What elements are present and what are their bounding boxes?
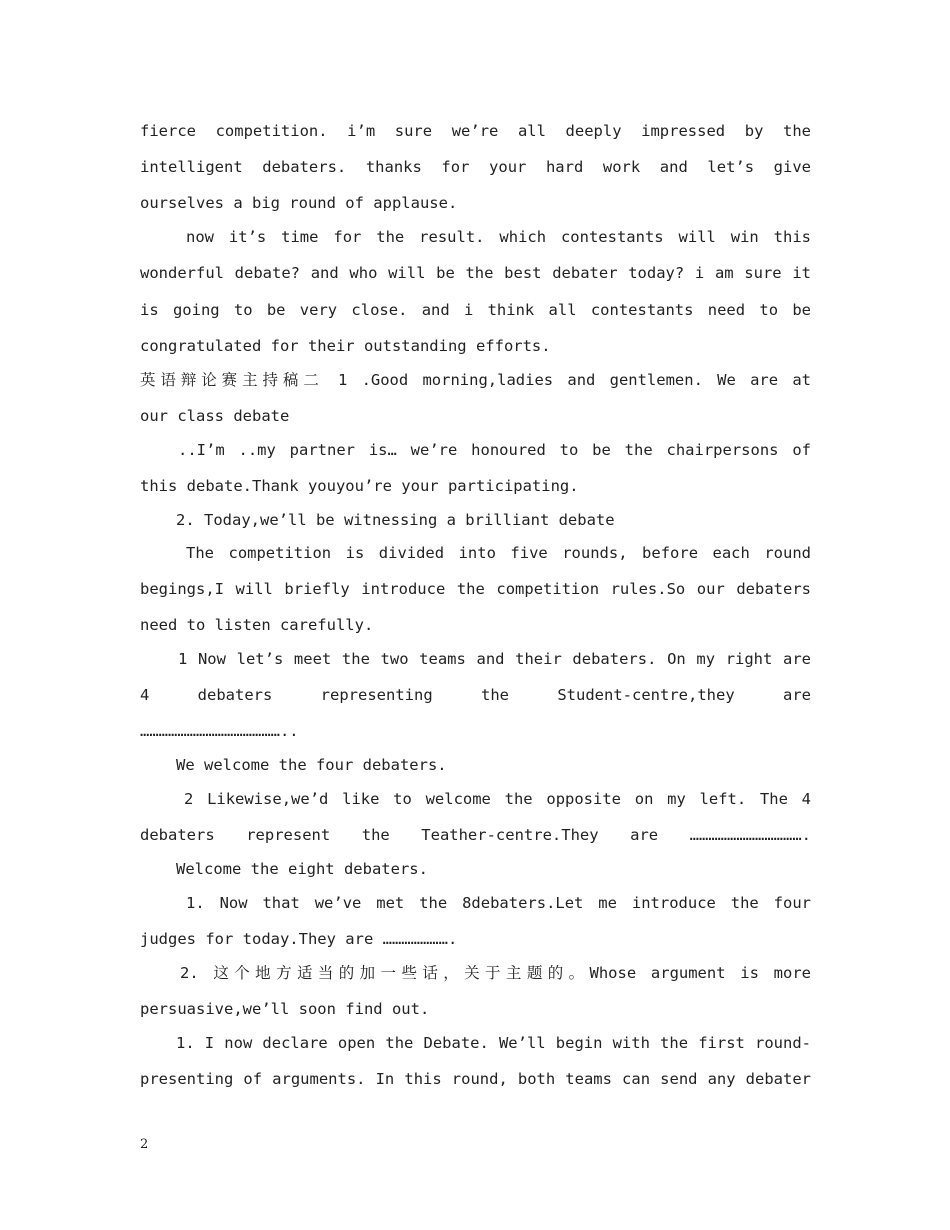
text-line: ..I’m ..my partner is… we’re honoured to be the chairpersons of — [178, 441, 811, 459]
text-line: persuasive,we’ll soon find out. — [140, 1000, 430, 1018]
text-line: now it’s time for the result. which contestants will win this — [186, 228, 811, 246]
text-line: 1 Now let’s meet the two teams and their debaters. On my right are — [178, 650, 811, 668]
text-line: 2. Today,we’ll be witnessing a brilliant debate — [176, 511, 615, 529]
text-line: ……………………………………….. — [140, 722, 299, 740]
text-line: ourselves a big round of applause. — [140, 194, 458, 212]
text-line: 2. 这个地方适当的加一些话，关于主题的。Whose argument is more — [180, 964, 811, 982]
text-line: need to listen carefully. — [140, 616, 374, 634]
text-line: Welcome the eight debaters. — [176, 860, 428, 878]
text-line: judges for today.They are …………………. — [140, 930, 458, 948]
text-line: this debate.Thank youyou’re your participating. — [140, 477, 579, 495]
text-line: 2 Likewise,we’d like to welcome the opposite on my left. The 4 — [184, 790, 811, 808]
text-line: 1. Now that we’ve met the 8debaters.Let me introduce the four — [186, 894, 811, 912]
text-line: congratulated for their outstanding efforts. — [140, 337, 551, 355]
text-line: begings,I will briefly introduce the competition rules.So our debaters — [140, 580, 811, 598]
text-line: fierce competition. i’m sure we’re all deeply impressed by the — [140, 122, 811, 140]
text-line: wonderful debate? and who will be the best debater today? i am sure it — [140, 264, 811, 282]
text-line: The competition is divided into five rounds, before each round — [186, 544, 811, 562]
text-line: presenting of arguments. In this round, both teams can send any debater — [140, 1070, 811, 1088]
section-heading-line: 英语辩论赛主持稿二 1 .Good morning,ladies and gentlemen. We are at — [140, 371, 811, 389]
text-line: our class debate — [140, 407, 290, 425]
text-line: 1. I now declare open the Debate. We’ll begin with the first round- — [176, 1034, 811, 1052]
page-number: 2 — [140, 1137, 149, 1152]
text-line: We welcome the four debaters. — [176, 756, 447, 774]
text-line: 4 debaters representing the Student-centre,they are — [140, 686, 811, 704]
text-line: intelligent debaters. thanks for your hard work and let’s give — [140, 158, 811, 176]
text-line: debaters represent the Teather-centre.They are ………………………………. — [140, 826, 811, 844]
text-line: is going to be very close. and i think all contestants need to be — [140, 301, 811, 319]
